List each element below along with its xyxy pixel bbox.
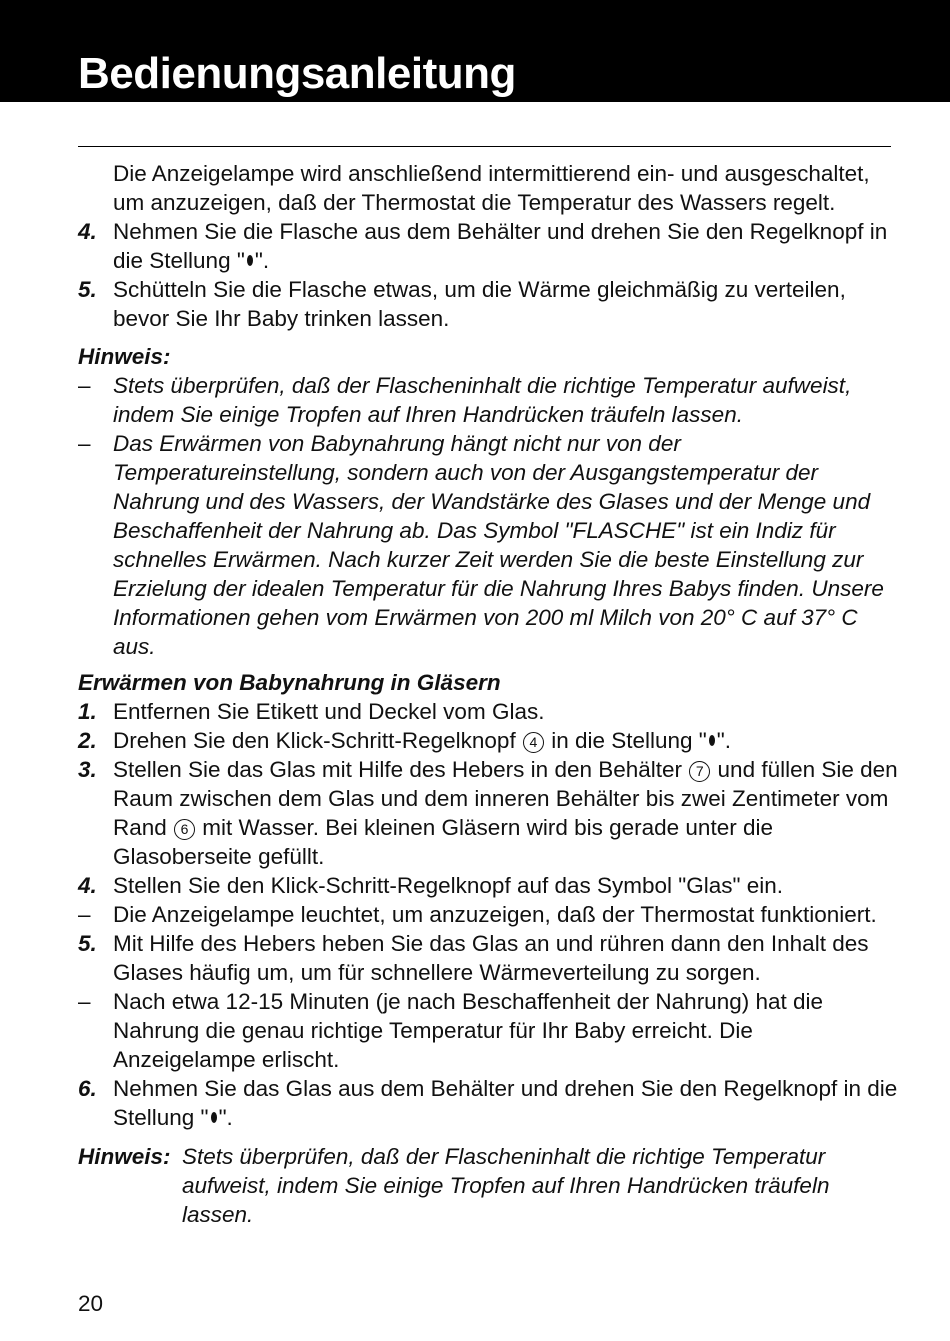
- note-item: – Das Erwärmen von Babynahrung hängt nicht nur von der Temperatureinstellung, sondern auch von der Ausgangstemperatur der Nahrung und des Wassers, der Wandstärke des Glases und der Menge und Beschaffenheit der Nahrung ab. Das Symbol "FLASCHE" ist ein Indiz für schnelles Erwärmen. Nach kurzer Zeit werden Sie die beste Einstellung zur Erzielung der idealen Temperatur für die Nahrung Ihres Babys finden. Unsere Informationen gehen vom Erwärmen von 200 ml Milch von 20° C auf 37° C aus.: [78, 431, 884, 659]
- step-number: 2.: [78, 728, 97, 753]
- step-5b: 5. Mit Hilfe des Hebers heben Sie das Glas an und rühren dann den Inhalt des Glases häufig um, um für schnellere Wärmeverteilung zu sorgen.: [78, 931, 869, 985]
- dot-icon: [211, 1112, 217, 1123]
- dash-item: – Die Anzeigelampe leuchtet, um anzuzeigen, daß der Thermostat funktioniert.: [78, 902, 877, 927]
- page-number: 20: [78, 1291, 104, 1316]
- note-heading: Hinweis:: [78, 344, 171, 369]
- header-bar: [0, 0, 950, 102]
- step-4: 4. Nehmen Sie die Flasche aus dem Behälter und drehen Sie den Regelknopf in die Stellung " ".: [78, 219, 888, 273]
- main-content: [78, 159, 898, 1229]
- step-4b: 4. Stellen Sie den Klick-Schritt-Regelknopf auf das Symbol "Glas" ein.: [78, 873, 784, 898]
- divider: [78, 146, 891, 147]
- intro-paragraph: Die Anzeigelampe wird anschließend intermittierend ein- und ausgeschaltet, um anzuzeigen, daß der Thermostat die Temperatur des Wassers regelt.: [113, 161, 870, 215]
- step-number: 5.: [78, 277, 97, 302]
- step-5: 5. Schütteln Sie die Flasche etwas, um die Wärme gleichmäßig zu verteilen, bevor Sie Ihr Baby trinken lassen.: [78, 277, 846, 331]
- dot-icon: [709, 735, 715, 746]
- step-number: 3.: [78, 757, 97, 782]
- step-number: 1.: [78, 699, 97, 724]
- part-reference: 4: [523, 732, 544, 753]
- step-6: 6. Nehmen Sie das Glas aus dem Behälter und drehen Sie den Regelknopf in die Stellung " ".: [78, 1076, 898, 1130]
- step-number: 6.: [78, 1076, 97, 1101]
- dash-marker: –: [78, 989, 91, 1014]
- step-number: 5.: [78, 931, 97, 956]
- part-reference: 7: [689, 761, 710, 782]
- step-number: 4.: [78, 219, 97, 244]
- dash-marker: –: [78, 902, 91, 927]
- step-2: 2. Drehen Sie den Klick-Schritt-Regelknopf 4 in die Stellung " ".: [78, 728, 732, 753]
- part-reference: 6: [174, 819, 195, 840]
- dash-marker: –: [78, 373, 91, 398]
- final-note: [78, 1142, 898, 1229]
- note-item: – Stets überprüfen, daß der Flascheninhalt die richtige Temperatur aufweist, indem Sie einige Tropfen auf Ihren Handrücken träufeln lassen.: [78, 373, 852, 427]
- page-title: Bedienungsanleitung: [78, 49, 516, 98]
- section-heading: Erwärmen von Babynahrung in Gläsern: [78, 670, 501, 695]
- note-text: Stets überprüfen, daß der Flascheninhalt die richtige Temperatur aufweist, indem Sie einige Tropfen auf Ihren Handrücken träufeln lassen.: [182, 1144, 830, 1227]
- dash-marker: –: [78, 431, 91, 456]
- step-number: 4.: [78, 873, 97, 898]
- dot-icon: [247, 255, 253, 266]
- step-3: 3. Stellen Sie das Glas mit Hilfe des Hebers in den Behälter 7 und füllen Sie den Raum zwischen dem Glas und dem inneren Behälter bis zwei Zentimeter vom Rand 6 mit Wasser. Bei kleinen Gläsern wird bis gerade unter die Glasoberseite gefüllt.: [78, 757, 898, 869]
- dash-item: – Nach etwa 12-15 Minuten (je nach Beschaffenheit der Nahrung) hat die Nahrung die genau richtige Temperatur für Ihr Baby erreicht. Die Anzeigelampe erlischt.: [78, 989, 824, 1072]
- note-label: Hinweis:: [78, 1144, 171, 1169]
- step-1: 1. Entfernen Sie Etikett und Deckel vom Glas.: [78, 699, 545, 724]
